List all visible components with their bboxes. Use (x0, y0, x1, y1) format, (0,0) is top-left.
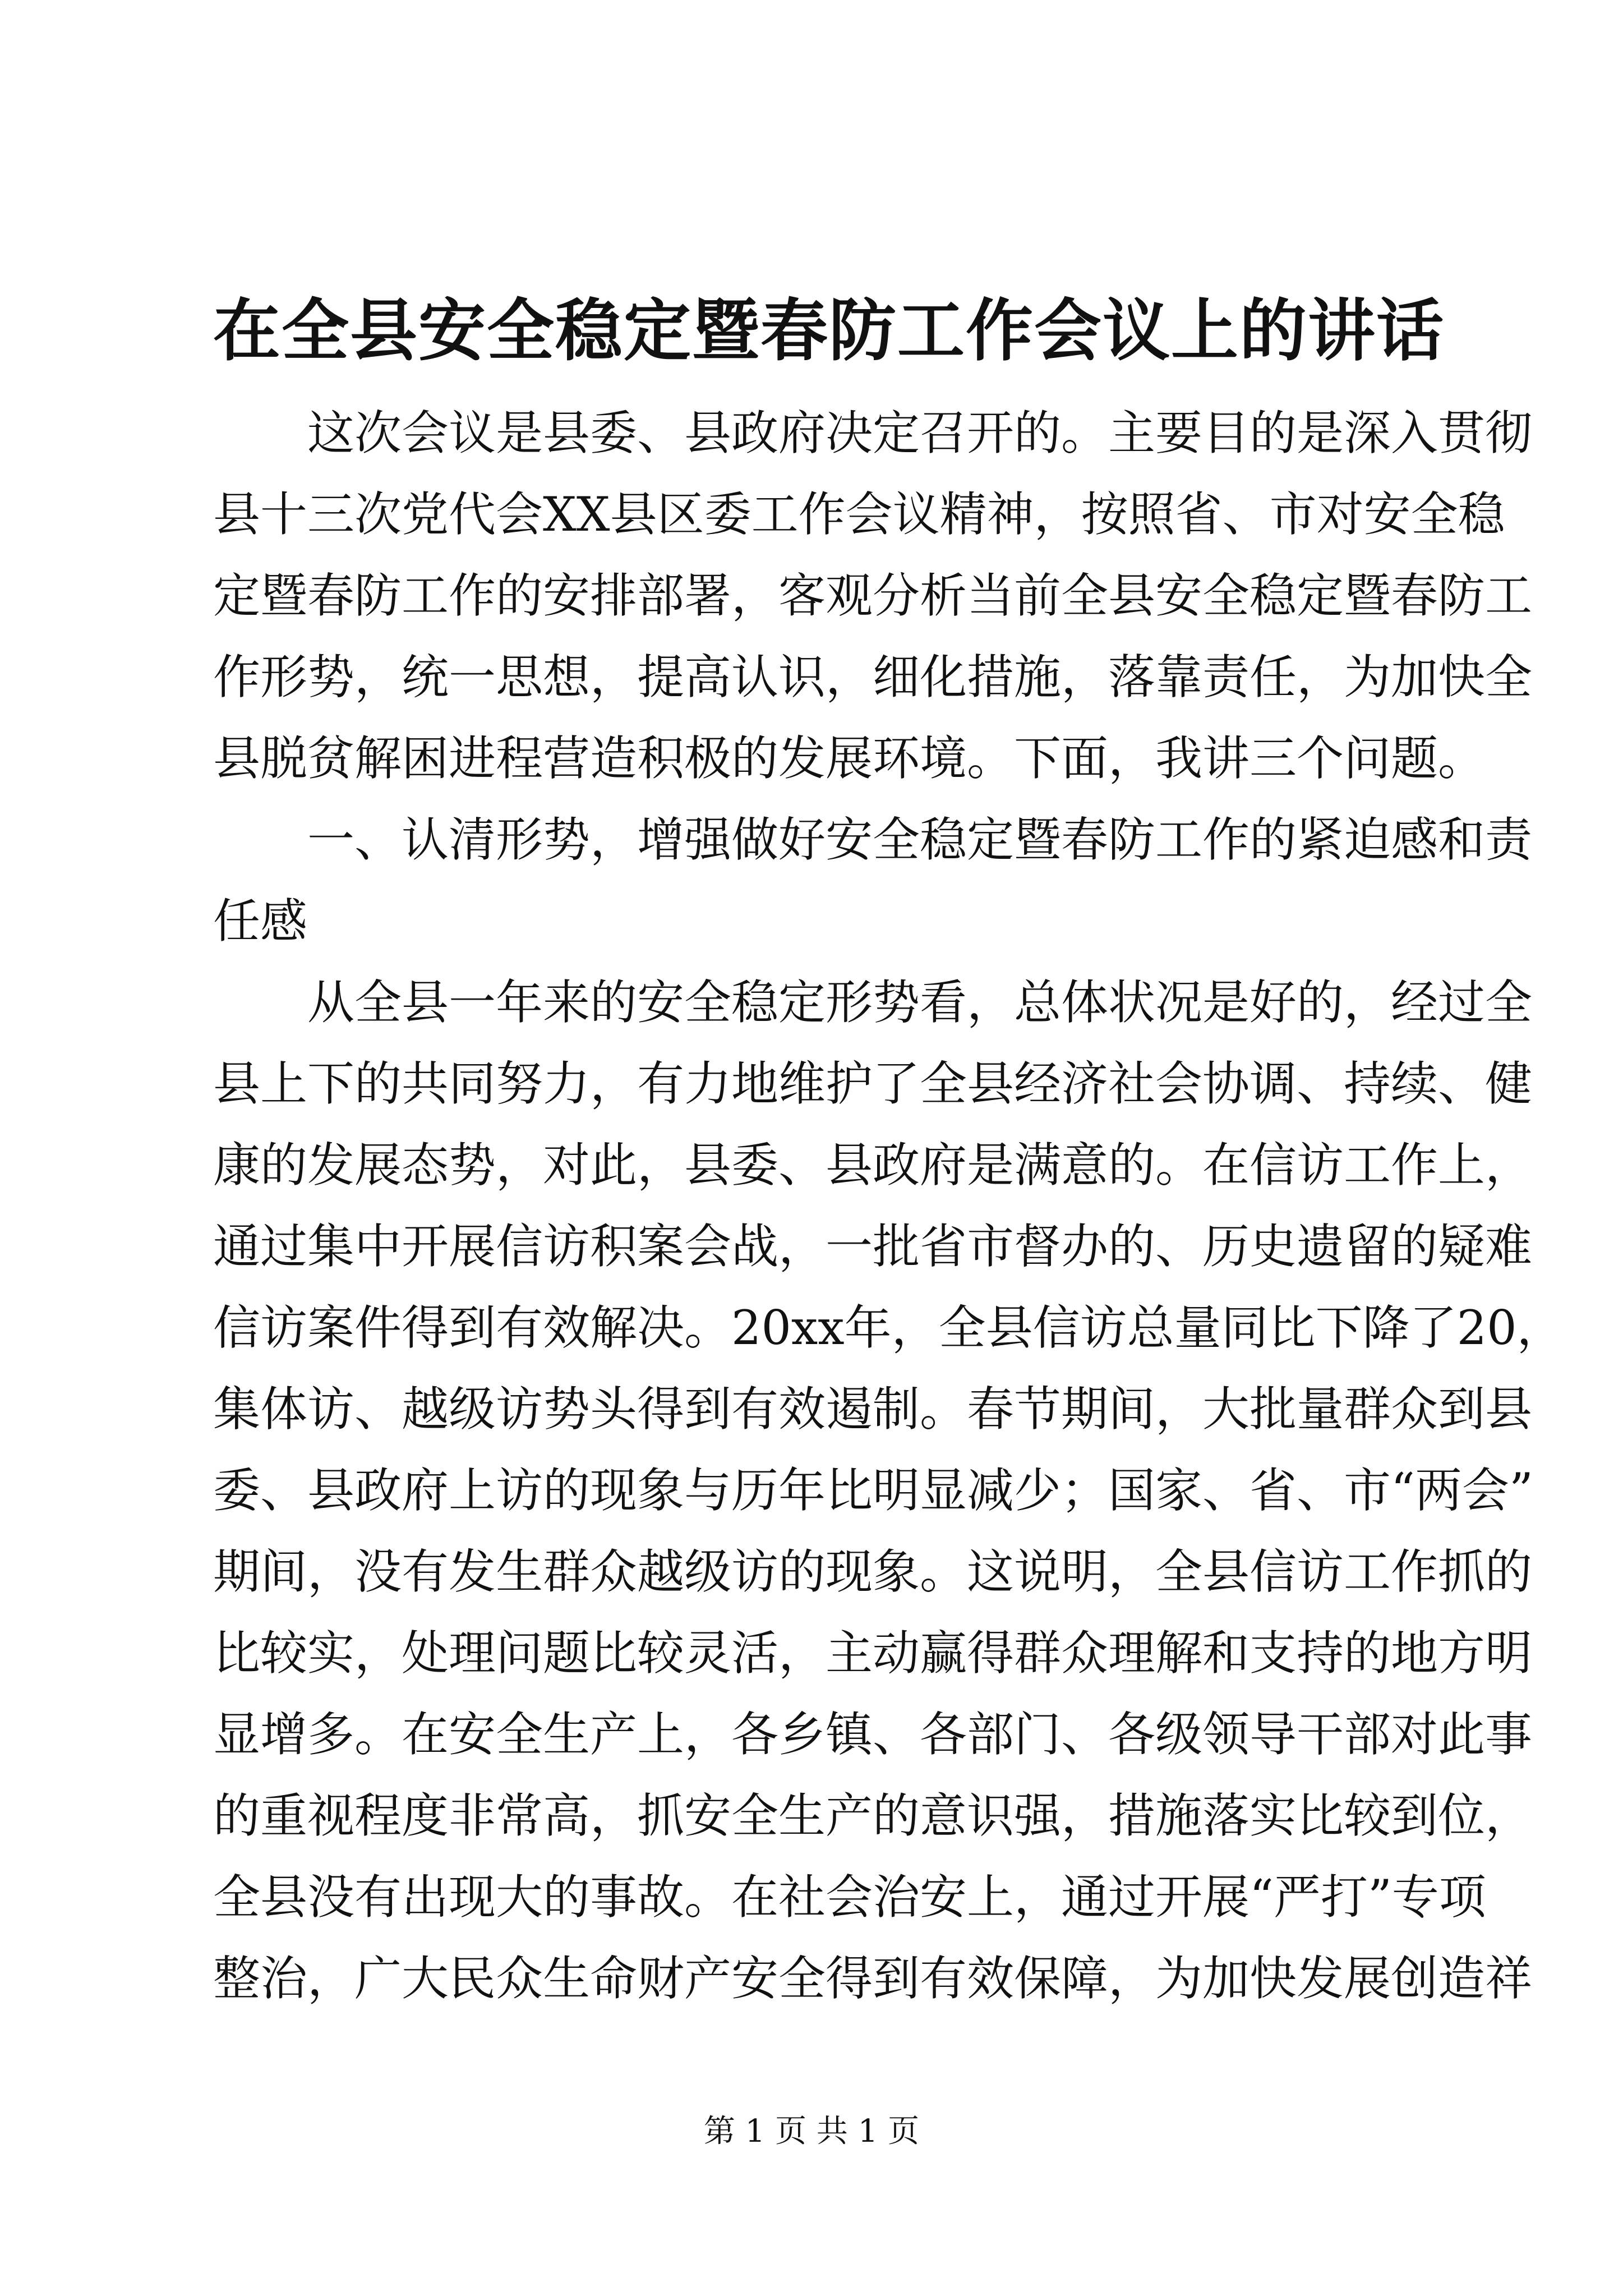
body-line: 信访案件得到有效解决。20xx年，全县信访总量同比下降了20， (213, 1300, 1564, 1355)
body-line: 全县没有出现大的事故。在社会治安上，通过开展“严打”专项 (213, 1870, 1486, 1925)
body-line: 整治，广大民众生命财产安全得到有效保障，为加快发展创造祥 (213, 1951, 1533, 2006)
page-footer: 第 1 页 共 1 页 (703, 2113, 920, 2150)
body-line: 委、县政府上访的现象与历年比明显减少；国家、省、市“两会” (213, 1463, 1533, 1518)
body-line: 比较实，处理问题比较灵活，主动赢得群众理解和支持的地方明 (213, 1626, 1533, 1681)
section-heading-line: 一、认清形势，增强做好安全稳定暨春防工作的紧迫感和责 (213, 812, 1533, 867)
body-line: 通过集中开展信访积案会战，一批省市督办的、历史遗留的疑难 (213, 1219, 1533, 1274)
body-line: 县十三次党代会XX县区委工作会议精神，按照省、市对安全稳 (213, 487, 1505, 542)
section-heading-line: 任感 (213, 894, 308, 949)
body-line: 县上下的共同努力，有力地维护了全县经济社会协调、持续、健 (213, 1056, 1533, 1111)
body-line: 县脱贫解困进程营造积极的发展环境。下面，我讲三个问题。 (213, 731, 1486, 786)
body-line: 的重视程度非常高，抓安全生产的意识强，措施落实比较到位， (213, 1788, 1533, 1843)
document-title: 在全县安全稳定暨春防工作会议上的讲话 (213, 291, 1445, 370)
body-line: 这次会议是县委、县政府决定召开的。主要目的是深入贯彻 (213, 406, 1533, 461)
body-line: 作形势，统一思想，提高认识，细化措施，落靠责任，为加快全 (213, 650, 1533, 705)
body-line: 从全县一年来的安全稳定形势看，总体状况是好的，经过全 (213, 975, 1533, 1030)
body-line: 康的发展态势，对此，县委、县政府是满意的。在信访工作上， (213, 1138, 1533, 1193)
body-line: 期间，没有发生群众越级访的现象。这说明，全县信访工作抓的 (213, 1544, 1533, 1599)
document-body (213, 393, 1564, 2019)
body-line: 显增多。在安全生产上，各乡镇、各部门、各级领导干部对此事 (213, 1707, 1533, 1762)
body-line: 定暨春防工作的安排部署，客观分析当前全县安全稳定暨春防工 (213, 568, 1533, 623)
body-line: 集体访、越级访势头得到有效遏制。春节期间，大批量群众到县 (213, 1382, 1533, 1437)
